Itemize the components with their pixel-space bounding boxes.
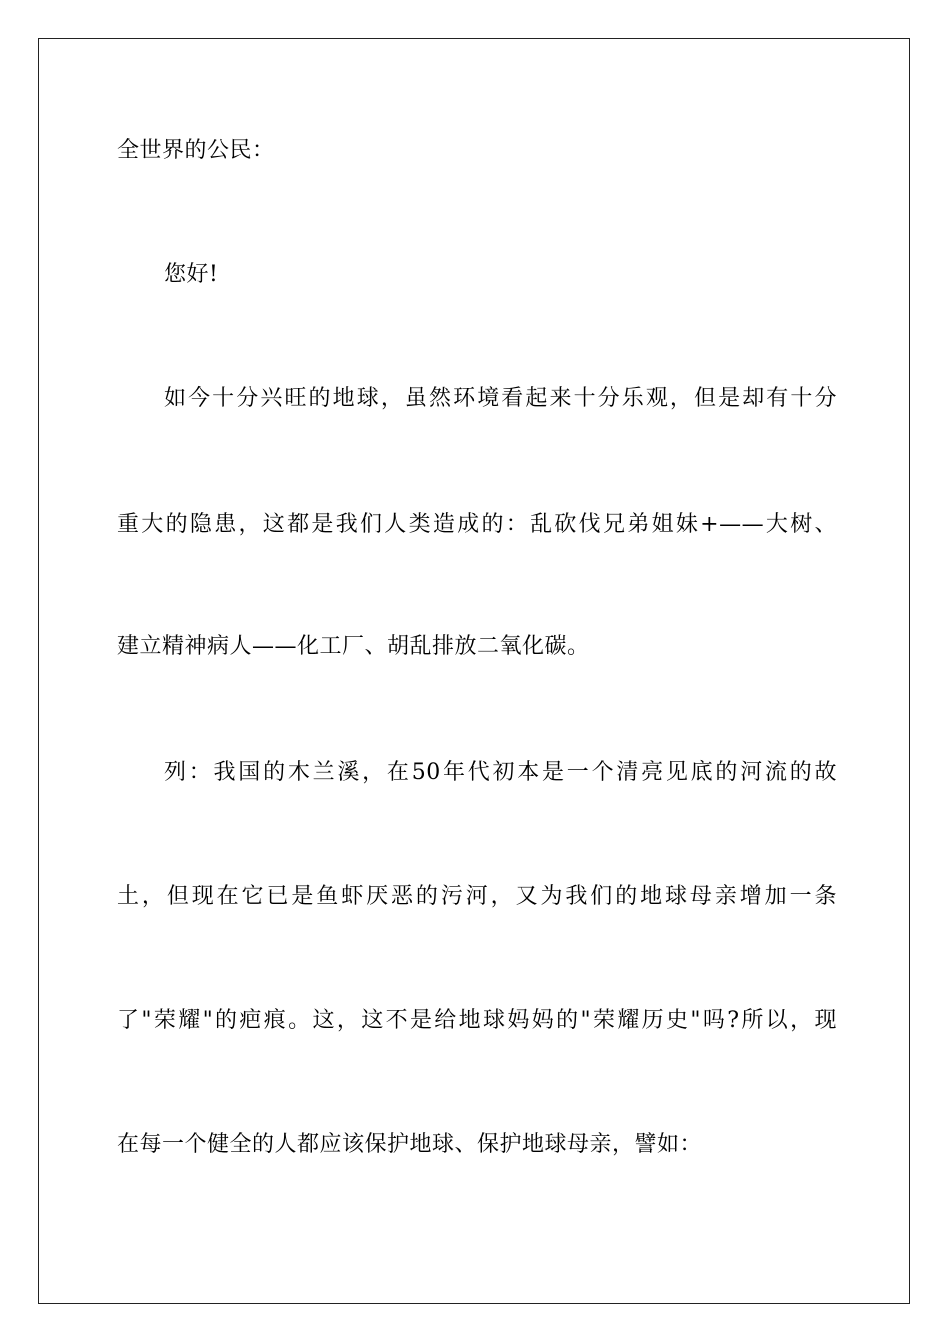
paragraph-2-line-4: 在每一个健全的人都应该保护地球、保护地球母亲，譬如： bbox=[117, 1132, 703, 1157]
paragraph-1-line-1: 如今十分兴旺的地球，虽然环境看起来十分乐观，但是却有十分 bbox=[164, 386, 837, 411]
paragraph-1-line-2: 重大的隐患，这都是我们人类造成的：乱砍伐兄弟姐妹+——大树、 bbox=[117, 512, 837, 537]
paragraph-1-line-3: 建立精神病人——化工厂、胡乱排放二氧化碳。 bbox=[117, 634, 590, 659]
paragraph-2-line-3: 了"荣耀"的疤痕。这，这不是给地球妈妈的"荣耀历史"吗?所以，现 bbox=[117, 1008, 837, 1033]
paragraph-2-line-1: 列：我国的木兰溪，在50年代初本是一个清亮见底的河流的故 bbox=[164, 760, 837, 785]
paragraph-2-line-2: 土，但现在它已是鱼虾厌恶的污河，又为我们的地球母亲增加一条 bbox=[117, 884, 837, 909]
page-border bbox=[38, 38, 910, 1304]
greeting: 您好! bbox=[164, 262, 219, 287]
salutation: 全世界的公民： bbox=[117, 138, 275, 163]
